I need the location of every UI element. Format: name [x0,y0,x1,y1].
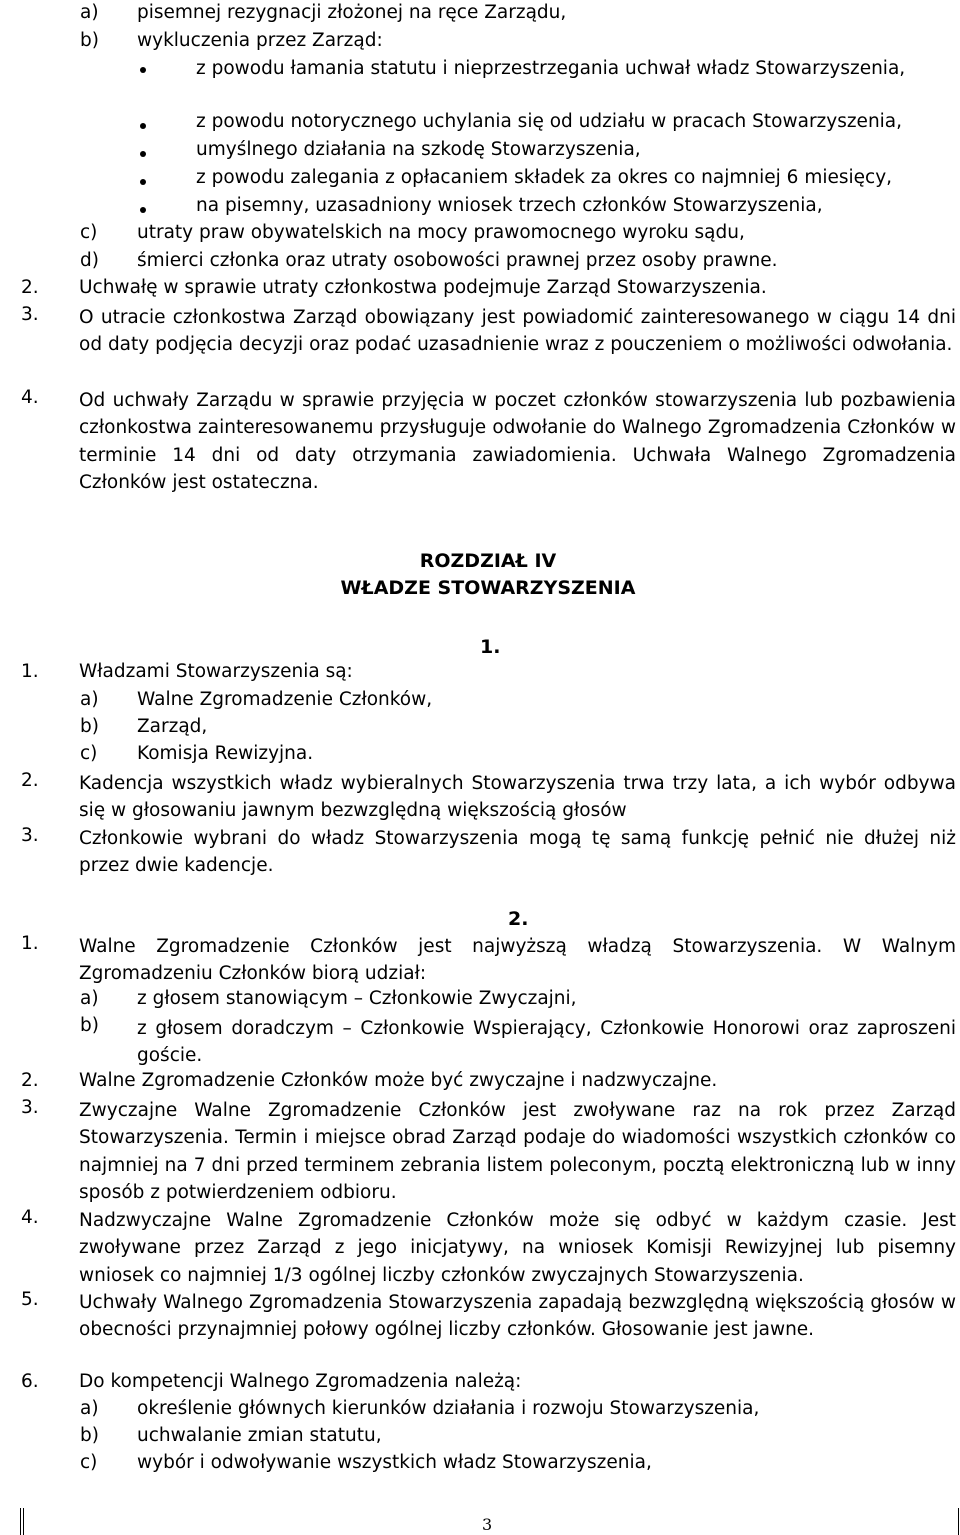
item-text: Uchwały Walnego Zgromadzenia Stowarzyszenia zapadają bezwzględną większością głosów w obecności przynajmniej połowy ogólnej liczby członków. Głosowanie jest jawne. [79,1292,956,1341]
item-text: utraty praw obywatelskich na mocy prawomocnego wyroku sądu, [137,222,745,243]
bullet-text: z powodu notorycznego uchylania się od udziału w pracach Stowarzyszenia, [196,111,903,132]
item-label: d) [80,250,99,271]
item-label: a) [80,988,99,1009]
chapter-subtitle: WŁADZE STOWARZYSZENIA [340,577,636,599]
item-number: 3. [21,304,39,325]
item-number: 2. [21,277,39,298]
item-text: Nadzwyczajne Walne Zgromadzenie Członków może się odbyć w każdym czasie. Jest zwoływane przez Zarząd z jego inicjatywy, na wniosek Komisji Rewizyjnej lub pisemny wniosek co najmniej 1/3 ogólnej liczby członków zwyczajnych Stowarzyszenia. [79,1210,956,1286]
item-text: pisemnej rezygnacji złożonej na ręce Zarządu, [137,2,567,23]
footer-rule [958,1508,959,1535]
item-text: Walne Zgromadzenie Członków, [137,689,433,710]
item-text: Do kompetencji Walnego Zgromadzenia należą: [79,1371,522,1392]
paragraph-mark: 1. [480,636,501,658]
item-text: uchwalanie zmian statutu, [137,1425,382,1446]
item-number: 1. [21,933,39,954]
item-text: Walne Zgromadzenie Członków jest najwyższą władzą Stowarzyszenia. W Walnym Zgromadzeniu Członków biorą udział: [79,936,956,985]
item-label: c) [80,222,98,243]
item-text: z głosem doradczym – Członkowie Wspierający, Członkowie Honorowi oraz zaproszeni goście. [137,1018,956,1067]
item-number: 3. [21,1097,39,1118]
item-number: 4. [21,1207,39,1228]
bullet-text: z powodu zalegania z opłacaniem składek za okres co najmniej 6 miesięcy, [196,167,893,188]
bullet-icon [140,123,146,129]
item-text: Zwyczajne Walne Zgromadzenie Członków jest zwoływane raz na rok przez Zarząd Stowarzyszenia. Termin i miejsce obrad Zarząd podaje do wiadomości wszystkich członków co najmniej na 7 dni przed terminem zebrania listem poleconym, pocztą elektroniczną lub w inny sposób z potwierdzeniem odbioru. [79,1100,956,1203]
item-text: określenie głównych kierunków działania i rozwoju Stowarzyszenia, [137,1398,760,1419]
item-text: Członkowie wybrani do władz Stowarzyszenia mogą tę samą funkcję pełnić nie dłużej niż przez dwie kadencje. [79,828,956,877]
paragraph-mark: 2. [508,908,529,930]
item-number: 6. [21,1371,39,1392]
item-text: Zarząd, [137,716,208,737]
item-text: Uchwałę w sprawie utraty członkostwa podejmuje Zarząd Stowarzyszenia. [79,277,767,298]
item-label: a) [80,689,99,710]
bullet-icon [140,179,146,185]
item-label: b) [80,1015,99,1036]
item-label: a) [80,2,99,23]
item-label: c) [80,1452,98,1473]
bullet-icon [140,67,146,73]
item-number: 1. [21,661,39,682]
item-label: b) [80,30,99,51]
item-text: Władzami Stowarzyszenia są: [79,661,353,682]
item-number: 2. [21,770,39,791]
chapter-title: ROZDZIAŁ IV [419,550,557,572]
item-number: 3. [21,825,39,846]
item-number: 2. [21,1070,39,1091]
bullet-icon [140,207,146,213]
item-label: b) [80,1425,99,1446]
item-text: śmierci członka oraz utraty osobowości prawnej przez osoby prawne. [137,250,778,271]
item-text: Kadencja wszystkich władz wybieralnych Stowarzyszenia trwa trzy lata, a ich wybór odbywa się w głosowaniu jawnym bezwzględną większością głosów [79,773,956,822]
footer-rule [20,1508,21,1535]
item-text: Komisja Rewizyjna. [137,743,314,764]
item-label: c) [80,743,98,764]
item-text: Od uchwały Zarządu w sprawie przyjęcia w poczet członków stowarzyszenia lub pozbawienia członkostwa zainteresowanemu przysługuje odwołanie do Walnego Zgromadzenia Członków w terminie 14 dni od daty otrzymania zawiadomienia. Uchwała Walnego Zgromadzenia Członków jest ostateczna. [79,390,956,493]
item-text: z głosem stanowiącym – Członkowie Zwyczajni, [137,988,577,1009]
bullet-text: na pisemny, uzasadniony wniosek trzech członków Stowarzyszenia, [196,195,823,216]
item-number: 4. [21,387,39,408]
page-number: 3 [482,1515,493,1534]
footer-rule [23,1508,24,1535]
item-text: O utracie członkostwa Zarząd obowiązany jest powiadomić zainteresowanego w ciągu 14 dni od daty podjęcia decyzji oraz podać uzasadnienie wraz z pouczeniem o możliwości odwołania. [79,307,956,356]
bullet-text: umyślnego działania na szkodę Stowarzyszenia, [196,139,641,160]
item-text: Walne Zgromadzenie Członków może być zwyczajne i nadzwyczajne. [79,1070,718,1091]
item-label: b) [80,716,99,737]
item-number: 5. [21,1289,39,1310]
item-label: a) [80,1398,99,1419]
bullet-icon [140,151,146,157]
bullet-text: z powodu łamania statutu i nieprzestrzegania uchwał władz Stowarzyszenia, [196,58,906,79]
item-text: wybór i odwoływanie wszystkich władz Stowarzyszenia, [137,1452,652,1473]
item-text: wykluczenia przez Zarząd: [137,30,383,51]
